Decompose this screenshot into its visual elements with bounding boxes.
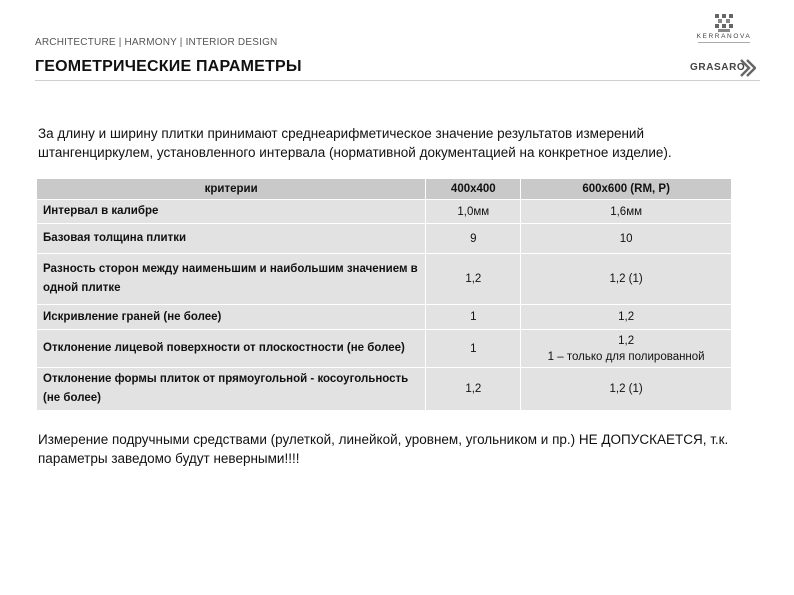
value-400-cell: 1 xyxy=(426,330,521,368)
column-header-400: 400x400 xyxy=(426,179,521,200)
table-row xyxy=(37,330,732,368)
table-row xyxy=(37,368,732,411)
value-400-cell: 1,0мм xyxy=(426,200,521,224)
criterion-cell: Отклонение формы плиток от прямоугольной - косоугольность (не более) xyxy=(37,368,426,411)
criterion-cell: Разность сторон между наименьшим и наибольшим значением в одной плитке xyxy=(37,254,426,305)
header-divider xyxy=(35,80,760,81)
value-400-cell: 1 xyxy=(426,305,521,330)
parameters-table xyxy=(36,178,732,411)
criterion-cell: Отклонение лицевой поверхности от плоскостности (не более) xyxy=(37,330,426,368)
kerranova-logo-underline xyxy=(698,42,750,43)
chevron-right-icon xyxy=(740,58,756,78)
value-600-cell xyxy=(521,330,732,368)
table-header-row xyxy=(37,179,732,200)
table-row xyxy=(37,254,732,305)
grasaro-logo xyxy=(690,58,758,78)
value-600-cell: 1,2 xyxy=(521,305,732,330)
intro-paragraph: За длину и ширину плитки принимают среднеарифметическое значение результатов измерений штангенциркулем, установленного интервала (нормативной документацией на конкретное изделие). xyxy=(38,126,672,160)
warning-note: Измерение подручными средствами (рулеткой, линейкой, уровнем, угольником и пр.) НЕ ДОПУСКАЕТСЯ, т.к. параметры заведомо будут неверными!!!! xyxy=(38,432,729,466)
criterion-cell: Искривление граней (не более) xyxy=(37,305,426,330)
column-header-criteria: критерии xyxy=(37,179,426,200)
value-600-main: 1,2 xyxy=(618,334,635,347)
table-row xyxy=(37,305,732,330)
value-400-cell: 1,2 xyxy=(426,368,521,411)
grasaro-logo-text: GRASARO xyxy=(690,62,746,73)
criterion-cell: Интервал в калибре xyxy=(37,200,426,224)
kerranova-logo xyxy=(690,14,758,46)
column-header-600: 600x600 (RM, P) xyxy=(521,179,732,200)
tagline: ARCHITECTURE | HARMONY | INTERIOR DESIGN xyxy=(35,37,278,48)
table-row xyxy=(37,224,732,254)
kerranova-logo-text: KERRANOVA xyxy=(696,33,752,40)
value-400-cell: 9 xyxy=(426,224,521,254)
table-row xyxy=(37,200,732,224)
value-600-cell: 10 xyxy=(521,224,732,254)
value-600-cell: 1,2 (1) xyxy=(521,254,732,305)
value-600-cell: 1,6мм xyxy=(521,200,732,224)
value-600-cell: 1,2 (1) xyxy=(521,368,732,411)
value-400-cell: 1,2 xyxy=(426,254,521,305)
page-title: ГЕОМЕТРИЧЕСКИЕ ПАРАМЕТРЫ xyxy=(35,58,302,75)
criterion-cell: Базовая толщина плитки xyxy=(37,224,426,254)
value-600-note: 1 – только для полированной xyxy=(547,350,705,363)
kerranova-logo-mark-icon xyxy=(715,14,733,32)
